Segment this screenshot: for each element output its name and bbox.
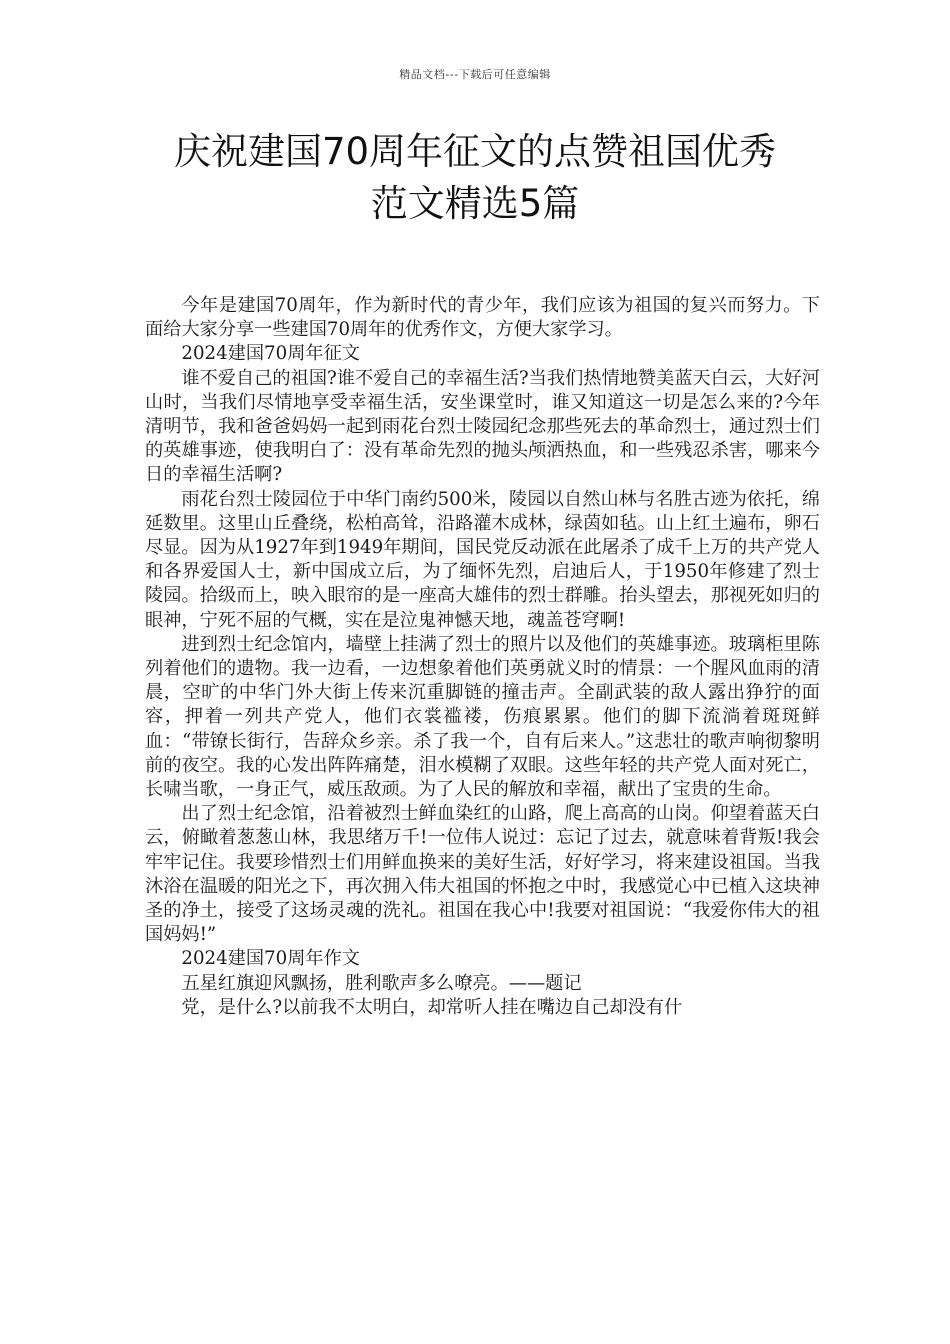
- page-header-note: 精品文档---下载后可任意编辑: [399, 68, 551, 81]
- body-paragraph: 进到烈士纪念馆内，墙壁上挂满了烈士的照片以及他们的英雄事迹。玻璃柜里陈列着他们的遗物。我一边看，一边想象着他们英勇就义时的情景：一个腥风血雨的清晨，空旷的中华门外大街上传来沉重脚链的撞击声。全副武装的敌人露出狰狞的面容，押着一列共产党人，他们衣裳褴褛，伤痕累累。他们的脚下流淌着斑斑鲜血：“带镣长街行，告辞众乡亲。杀了我一个，自有后来人。”这悲壮的歌声响彻黎明前的夜空。我的心发出阵阵痛楚，泪水模糊了双眼。这些年轻的共产党人面对死亡，长啸当歌，一身正气，威压敌顽。为了人民的解放和幸福，献出了宝贵的生命。: [145, 633, 820, 801]
- document-title-line-1: 庆祝建国70周年征文的点赞祖国优秀: [173, 130, 777, 173]
- section-heading: 2024建国70周年作文: [181, 948, 360, 970]
- document-title-line-2: 范文精选5篇: [370, 182, 580, 225]
- section-heading: 2024建国70周年征文: [181, 343, 360, 365]
- body-paragraph: 谁不爱自己的祖国?谁不爱自己的幸福生活?当我们热情地赞美蓝天白云，大好河山时，当我们尽情地享受幸福生活，安坐课堂时，谁又知道这一切是怎么来的?今年清明节，我和爸爸妈妈一起到雨花台烈士陵园纪念那些死去的革命烈士，通过烈士们的英雄事迹，使我明白了：没有革命先烈的抛头颅洒热血，和一些残忍杀害，哪来今日的幸福生活啊?: [145, 367, 820, 486]
- body-paragraph: 党，是什么?以前我不太明白，却常听人挂在嘴边自己却没有什: [181, 996, 683, 1018]
- document-body: [145, 294, 820, 1020]
- document-title: [100, 126, 850, 230]
- body-paragraph: 雨花台烈士陵园位于中华门南约500米，陵园以自然山林与名胜古迹为依托，绵延数里。这里山丘叠绕，松柏高耸，沿路灌木成林，绿茵如毡。山上红土遍布，卵石尽显。因为从1927年到1949年期间，国民党反动派在此屠杀了成千上万的共产党人和各界爱国人士，新中国成立后，为了缅怀先烈，启迪后人，于1950年修建了烈士陵园。拾级而上，映入眼帘的是一座高大雄伟的烈士群雕。抬头望去，那视死如归的眼神，宁死不屈的气概，实在是泣鬼神憾天地，魂盖苍穹啊!: [145, 488, 820, 631]
- body-paragraph: 出了烈士纪念馆，沿着被烈士鲜血染红的山路，爬上高高的山岗。仰望着蓝天白云，俯瞰着葱葱山林，我思绪万千!一位伟人说过：忘记了过去，就意味着背叛!我会牢牢记住。我要珍惜烈士们用鲜血换来的美好生活，好好学习，将来建设祖国。当我沐浴在温暖的阳光之下，再次拥入伟大祖国的怀抱之中时，我感觉心中已植入这块神圣的净土，接受了这场灵魂的洗礼。祖国在我心中!我要对祖国说：“我爱你伟大的祖国妈妈!”: [145, 803, 820, 946]
- epigraph: 五星红旗迎风飘扬，胜利歌声多么嘹亮。——题记: [181, 972, 582, 994]
- intro-paragraph: 今年是建国70周年，作为新时代的青少年，我们应该为祖国的复兴而努力。下面给大家分享一些建国70周年的优秀作文，方便大家学习。: [145, 295, 820, 341]
